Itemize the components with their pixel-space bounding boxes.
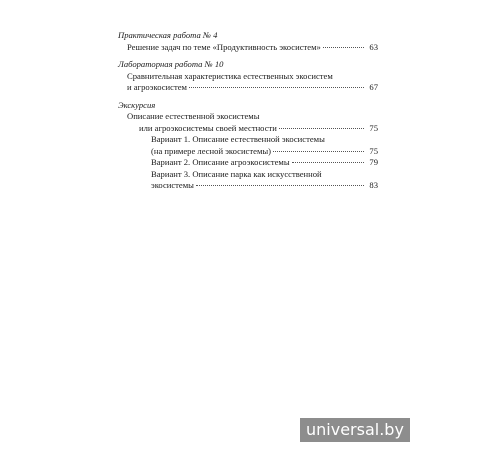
toc-subentry-title: Вариант 3. Описание парка как искусственной <box>151 168 322 179</box>
toc-subentry <box>118 180 378 192</box>
toc-subentry-title: Вариант 1. Описание естественной экосистемы <box>151 134 325 144</box>
leader-dots <box>273 151 364 152</box>
table-of-contents <box>118 30 378 192</box>
toc-subentry-title-cont: (на примере лесной экосистемы) <box>151 145 272 156</box>
toc-entry-title: Сравнительная характеристика естественных экосистем <box>127 70 333 81</box>
section-heading-lab-work: Лабораторная работа № 10 <box>118 59 224 69</box>
toc-subentry-title-cont: экосистемы <box>151 180 194 190</box>
leader-dots <box>189 87 364 88</box>
leader-dots <box>323 47 364 48</box>
page-number: 75 <box>369 145 378 156</box>
section-heading-excursion: Экскурсия <box>118 99 156 110</box>
page-number: 83 <box>369 180 378 190</box>
section-heading-practical-work: Практическая работа № 4 <box>118 30 218 40</box>
page-number: 79 <box>369 157 378 167</box>
toc-subentry <box>118 157 378 169</box>
toc-entry-title: Описание естественной экосистемы <box>127 111 260 121</box>
toc-entry-title-cont: или агроэкосистемы своей местности <box>139 122 277 133</box>
leader-dots <box>196 185 364 186</box>
toc-entry <box>118 42 378 54</box>
toc-subentry <box>118 146 378 158</box>
toc-entry-title-cont: и агроэкосистем <box>127 82 187 92</box>
watermark: universal.by <box>300 418 410 442</box>
toc-entry-title: Решение задач по теме «Продуктивность экосистем» <box>127 41 321 52</box>
page-number: 63 <box>369 41 378 52</box>
page-number: 75 <box>369 122 378 133</box>
leader-dots <box>292 162 364 163</box>
toc-entry <box>118 82 378 94</box>
toc-subentry-title: Вариант 2. Описание агроэкосистемы <box>151 157 290 167</box>
leader-dots <box>279 128 364 129</box>
page-number: 67 <box>369 82 378 92</box>
toc-entry <box>118 123 378 135</box>
